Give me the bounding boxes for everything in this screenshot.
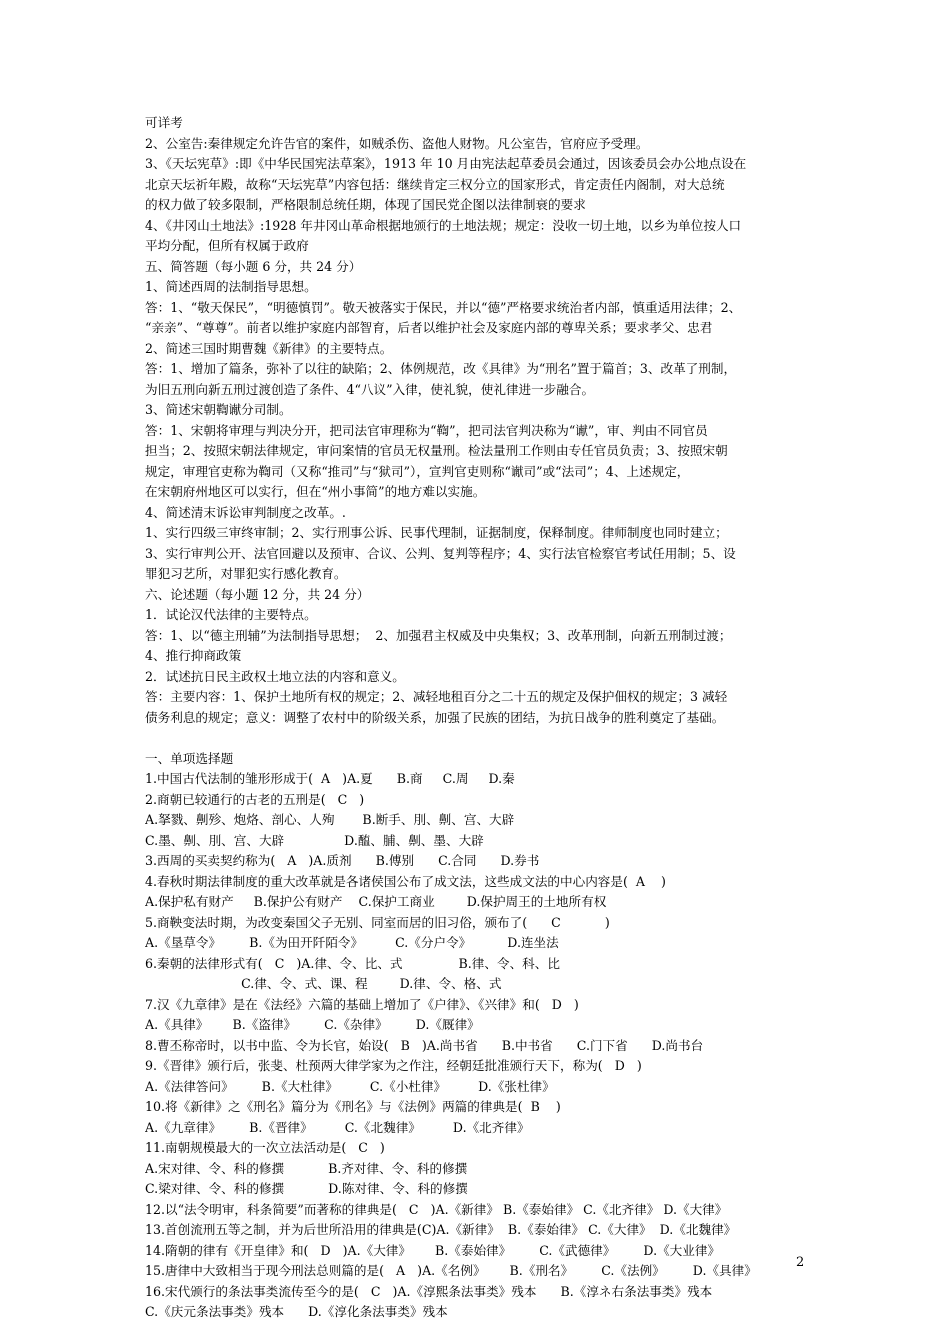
- text-line: A.保护私有财产 B.保护公有财产 C.保护工商业 D.保护周王的土地所有权: [145, 894, 607, 909]
- text-line: C.律、令、式、课、程 D.律、令、格、式: [145, 976, 502, 991]
- text-line: 答：1、以“德主刑辅”为法制指导思想； 2、加强君主权威及中央集权；3、改革刑制，向新五刑制过渡；: [145, 627, 732, 643]
- text-line: 15.唐律中大致相当于现今刑法总则篇的是( A )A.《名例》 B.《刑名》 C.《法例》 D.《具律》: [145, 1263, 757, 1278]
- text-line: 4、简述清末诉讼审判制度之改革。.: [145, 504, 346, 520]
- text-line: 6.秦朝的法律形式有( C )A.律、令、比、式 B.律、令、科、比: [145, 955, 560, 971]
- text-line: “亲亲”、“尊尊”。前者以维护家庭内部智育，后者以维护社会及家庭内部的尊卑关系；要求孝父、忠君: [145, 320, 713, 335]
- text-line: A.宋对律、令、科的修撰 B.齐对律、令、科的修撰: [145, 1160, 468, 1176]
- text-line: 六、论述题（每小题 12 分，共 24 分）: [145, 586, 370, 602]
- text-line: 10.将《新律》之《刑名》篇分为《刑名》与《法例》两篇的律典是( B ): [145, 1099, 561, 1114]
- text-line: 担当；2、按照宋朝法律规定，审问案情的官员无权量刑。检法量刑工作则由专任官员负责；3、按照宋朝: [145, 443, 728, 458]
- text-line: 北京天坛祈年殿，故称“天坛宪草”内容包括：继续肯定三权分立的国家形式，肯定责任内阁制，对大总统: [145, 176, 725, 192]
- text-line: A.《法律答问》 B.《大杜律》 C.《小杜律》 D.《张杜律》: [145, 1078, 555, 1094]
- text-line: 12.以“法令明审，科条简要”而著称的律典是( C )A.《新律》 B.《泰始律》 C.《北齐律》 D.《大律》: [145, 1201, 728, 1217]
- text-line: 为旧五刑向新五刑过渡创造了条件、4“八议”入律，使礼貌，使礼律进一步融合。: [145, 381, 595, 397]
- text-line: 11.南朝规模最大的一次立法活动是( C ): [145, 1140, 385, 1155]
- text-line: 平均分配，但所有权属于政府: [145, 238, 309, 253]
- text-line: 答：主要内容：1、保护土地所有权的规定；2、减轻地租百分之二十五的规定及保护佃权的规定；3 减轻: [145, 689, 728, 704]
- section-answers: [145, 113, 815, 728]
- text-line: 3.西周的买卖契约称为( A )A.质剂 B.傅别 C.合同 D.券书: [145, 853, 540, 868]
- text-line: A.《具律》 B.《盗律》 C.《杂律》 D.《厩律》: [145, 1017, 480, 1032]
- text-line: 8.曹丕称帝时，以书中监、令为长官，始设( B )A.尚书省 B.中书省 C.门下省 D.尚书台: [145, 1037, 704, 1053]
- text-line: 13.首创流刑五等之制，并为后世所沿用的律典是(C)A.《新律》 B.《泰始律》 C.《大律》 D.《北魏律》: [145, 1222, 737, 1237]
- text-line: 一、单项选择题: [145, 750, 234, 766]
- text-line: 2、公室告:秦律规定允许告官的案件，如贼杀伤、盗他人财物。凡公室告，官府应予受理。: [145, 135, 649, 151]
- text-line: 3、《天坛宪草》:即《中华民国宪法草案》，1913 年 10 月由宪法起草委员会通过，因该委员会办公地点设在: [145, 156, 747, 171]
- text-line: 7.汉《九章律》是在《法经》六篇的基础上增加了《户律》、《兴律》和( D ): [145, 996, 579, 1012]
- text-line: 14.隋朝的律有《开皇律》和( D )A.《大律》 B.《泰始律》 C.《武德律》 D.《大业律》: [145, 1242, 721, 1258]
- text-line: A.《垦草令》 B.《为田开阡陌令》 C.《分户令》 D.连坐法: [145, 935, 559, 950]
- text-line: A.拏戮、劓殄、炮烙、剖心、人殉 B.断手、刖、劓、宫、大辟: [145, 812, 515, 827]
- text-line: 16.宋代颁行的条法事类流传至今的是( C )A.《淳熙条法事类》残本 B.《淳ネ右条法事类》残本: [145, 1283, 713, 1299]
- text-line: 规定，审理官吏称为鞫司（又称“推司”与“狱司”），宣判官吏则称“谳司”或“法司”；4、上述规定，: [145, 463, 690, 479]
- text-line: 答：1、宋朝将审理与判决分开，把司法官审理称为“鞫”，把司法官判决称为“谳”，审、判由不同官员: [145, 422, 708, 438]
- text-line: 在宋朝府州地区可以实行，但在“州小事简”的地方难以实施。: [145, 484, 486, 499]
- text-line: 的权力做了较多限制，严格限制总统任期，体现了国民党企图以法律制衰的要求: [145, 197, 586, 212]
- section-gap: [145, 728, 815, 749]
- text-line: 3、简述宋朝鞫谳分司制。: [145, 402, 292, 417]
- section-multiple-choice: [145, 749, 815, 1323]
- document-body: [145, 113, 815, 1323]
- text-line: 5.商鞅变法时期，为改变秦国父子无别、同室而居的旧习俗，颁布了( C ): [145, 914, 610, 930]
- text-line: 五、简答题（每小题 6 分，共 24 分）: [145, 258, 362, 274]
- text-line: 3、实行审判公开、法官回避以及预审、合议、公判、复判等程序；4、实行法官检察官考试任用制；5、设: [145, 545, 736, 561]
- text-line: 2、简述三国时期曹魏《新律》的主要特点。: [145, 340, 393, 356]
- text-line: A.《九章律》 B.《晋律》 C.《北魏律》 D.《北齐律》: [145, 1119, 530, 1135]
- text-line: 1、简述西周的法制指导思想。: [145, 279, 317, 294]
- text-line: 1．试论汉代法律的主要特点。: [145, 607, 317, 622]
- text-line: 罪犯习艺所，对罪犯实行感化教育。: [145, 566, 347, 581]
- text-line: 4、《井冈山土地法》:1928 年井冈山革命根据地颁行的土地法规；规定：没收一切土地，以乡为单位按人口: [145, 217, 742, 233]
- text-line: 债务利息的规定；意义：调整了农村中的阶级关系，加强了民族的团结，为抗日战争的胜利奠定了基础。: [145, 709, 725, 725]
- page-number: 2: [796, 1255, 805, 1270]
- text-line: 答：1、增加了篇条，弥补了以往的缺陷；2、体例规范，改《具律》为“刑名”置于篇首；3、改革了刑制，: [145, 361, 737, 376]
- text-line: 4、推行抑商政策: [145, 648, 242, 663]
- text-line: C.梁对律、令、科的修撰 D.陈对律、令、科的修撰: [145, 1181, 468, 1196]
- text-line: C.墨、劓、刖、宫、大辟 D.醢、脯、劓、墨、大辟: [145, 832, 484, 848]
- text-line: 可详考: [145, 115, 183, 130]
- text-line: 2.商朝已较通行的古老的五刑是( C ): [145, 791, 365, 807]
- text-line: 1、实行四级三审终审制；2、实行刑事公诉、民事代理制，证据制度，保释制度。律师制度也同时建立；: [145, 525, 728, 540]
- text-line: 2．试述抗日民主政权土地立法的内容和意义。: [145, 668, 405, 684]
- text-line: 答：1、“敬天保民”，“明德慎罚”。敬天被落实于保民，并以“德”严格要求统治者内部，慎重适用法律；2、: [145, 299, 742, 315]
- text-line: 4.春秋时期法律制度的重大改革就是各诸侯国公布了成文法，这些成文法的中心内容是( A ): [145, 873, 666, 889]
- text-line: 1.中国古代法制的雏形形成于( A )A.夏 B.商 C.周 D.秦: [145, 771, 515, 786]
- text-line: C.《庆元条法事类》残本 D.《淳化条法事类》残本: [145, 1304, 448, 1319]
- text-line: 9.《晋律》颁行后，张斐、杜预两大律学家为之作注，经朝廷批准颁行天下，称为( D ): [145, 1058, 642, 1073]
